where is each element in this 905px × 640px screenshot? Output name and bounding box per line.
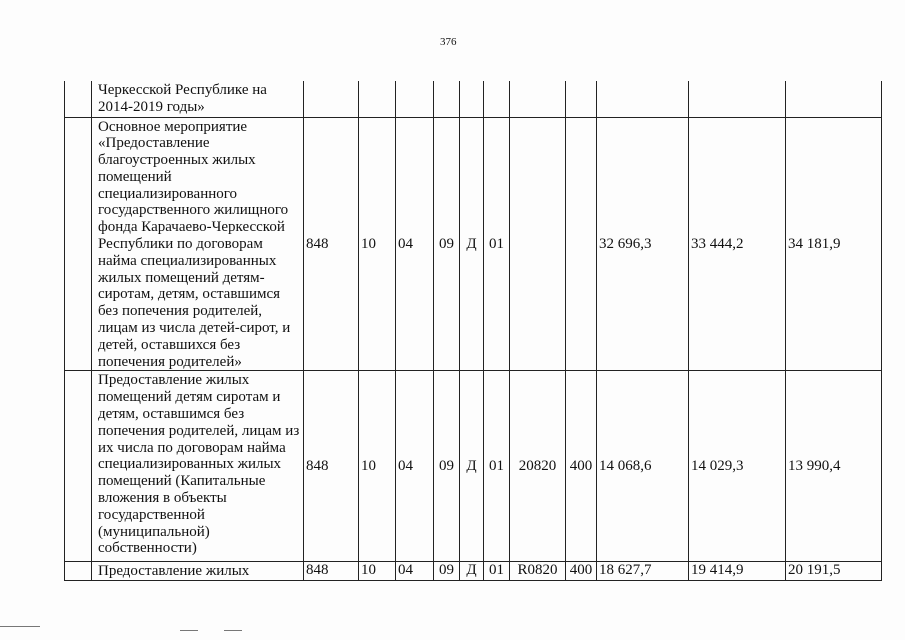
- cell-name: Основное мероприятие «Предоставление благоустроенных жилых помещений специализированного государственного жилищного фонда Карачаево-Черкесской Республики по договорам найма специализированных жилых помещений детям-сиротам, детям, оставшимся без попечения родителей, лицам из числа детей-сирот, и детей, оставшихся без попечения родителей»: [92, 117, 304, 371]
- table-row: [65, 562, 882, 581]
- cell-y2018: 19 414,9: [689, 562, 786, 581]
- cell-y2019: 34 181,9: [786, 117, 882, 371]
- blank-cell: [65, 81, 92, 117]
- cell-expense-type: 400: [566, 371, 597, 562]
- cell-item: 01: [484, 117, 510, 371]
- cell-letter: [460, 81, 484, 117]
- blank-cell: [65, 371, 92, 562]
- cell-section: 10: [359, 562, 396, 581]
- blank-cell: [65, 562, 92, 581]
- scan-artifact-line: [180, 630, 198, 631]
- table-row: [65, 117, 882, 371]
- cell-ministry: 848: [304, 562, 359, 581]
- cell-name: Предоставление жилых: [92, 562, 304, 581]
- cell-program: 09: [434, 371, 460, 562]
- cell-section: 10: [359, 117, 396, 371]
- cell-y2018: 14 029,3: [689, 371, 786, 562]
- cell-section: [359, 81, 396, 117]
- scan-artifact-line: [0, 626, 40, 627]
- table-row: [65, 371, 882, 562]
- cell-y2018: 33 444,2: [689, 117, 786, 371]
- cell-program: 09: [434, 562, 460, 581]
- cell-direction: [510, 117, 566, 371]
- cell-y2019: 20 191,5: [786, 562, 882, 581]
- cell-y2018: [689, 81, 786, 117]
- cell-section: 10: [359, 371, 396, 562]
- cell-ministry: [304, 81, 359, 117]
- cell-subsection: 04: [396, 371, 434, 562]
- cell-direction: R0820: [510, 562, 566, 581]
- cell-ministry: 848: [304, 371, 359, 562]
- page-number: 376: [440, 36, 457, 48]
- cell-y2017: 32 696,3: [597, 117, 689, 371]
- cell-y2019: [786, 81, 882, 117]
- cell-expense-type: [566, 117, 597, 371]
- cell-letter: Д: [460, 117, 484, 371]
- budget-table: [64, 81, 882, 581]
- cell-item: 01: [484, 562, 510, 581]
- cell-y2019: 13 990,4: [786, 371, 882, 562]
- cell-ministry: 848: [304, 117, 359, 371]
- cell-item: 01: [484, 371, 510, 562]
- table-row: [65, 81, 882, 117]
- cell-letter: Д: [460, 562, 484, 581]
- cell-direction: 20820: [510, 371, 566, 562]
- cell-subsection: 04: [396, 117, 434, 371]
- cell-y2017: [597, 81, 689, 117]
- blank-cell: [65, 117, 92, 371]
- cell-subsection: 04: [396, 562, 434, 581]
- cell-letter: Д: [460, 371, 484, 562]
- cell-item: [484, 81, 510, 117]
- cell-subsection: [396, 81, 434, 117]
- cell-expense-type: 400: [566, 562, 597, 581]
- scan-artifact-line: [224, 630, 242, 631]
- cell-expense-type: [566, 81, 597, 117]
- cell-name: Предоставление жилых помещений детям сиротам и детям, оставшимся без попечения родителей, лицам из их числа по договорам найма специализированных жилых помещений (Капитальные вложения в объекты государственной (муниципальной) собственности): [92, 371, 304, 562]
- cell-program: [434, 81, 460, 117]
- cell-y2017: 18 627,7: [597, 562, 689, 581]
- cell-name: Черкесской Республике на 2014-2019 годы»: [92, 81, 304, 117]
- cell-program: 09: [434, 117, 460, 371]
- cell-direction: [510, 81, 566, 117]
- cell-y2017: 14 068,6: [597, 371, 689, 562]
